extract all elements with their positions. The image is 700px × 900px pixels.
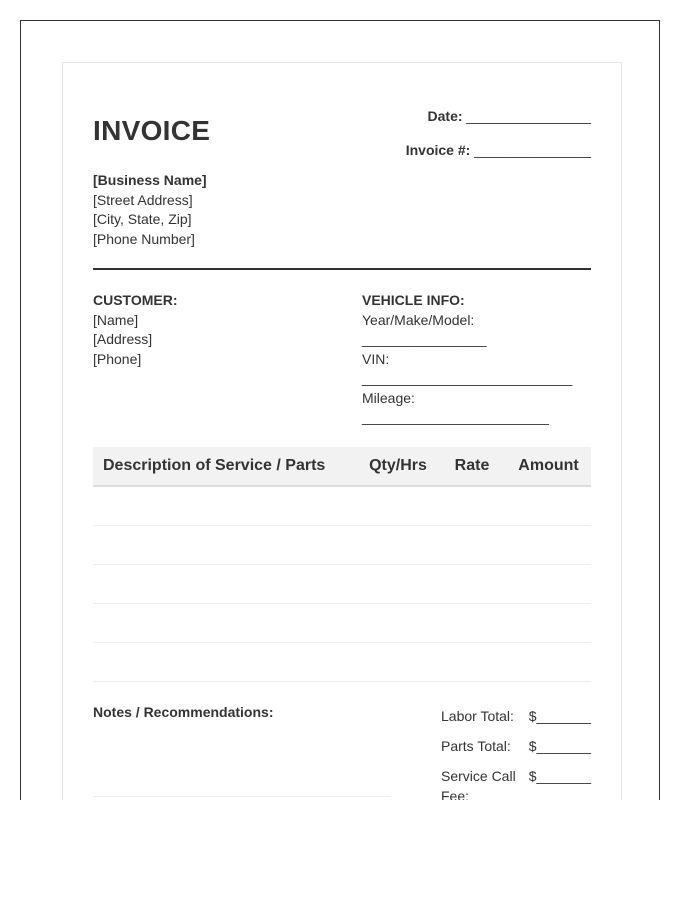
service-fee-row xyxy=(441,766,591,800)
column-header-amount: Amount xyxy=(518,457,579,474)
table-row[interactable] xyxy=(93,643,591,682)
invoice-title: INVOICE xyxy=(93,115,211,146)
labor-total-value[interactable]: $_______ xyxy=(528,708,591,724)
business-phone: [Phone Number] xyxy=(93,230,195,247)
parts-total-label: Parts Total: xyxy=(441,738,511,754)
customer-phone[interactable]: [Phone] xyxy=(93,350,142,367)
header-divider xyxy=(93,268,591,270)
table-row[interactable] xyxy=(93,604,591,643)
vehicle-mileage-blank[interactable]: ________________________ xyxy=(362,409,549,425)
customer-address[interactable]: [Address] xyxy=(93,331,153,347)
totals-section xyxy=(441,706,591,800)
parts-total-value[interactable]: $_______ xyxy=(528,738,591,754)
invoice-sheet xyxy=(62,62,622,800)
column-header-description: Description of Service / Parts xyxy=(103,457,326,474)
vehicle-vin-label: VIN: xyxy=(362,350,390,367)
customer-section xyxy=(93,291,178,369)
customer-heading: CUSTOMER: xyxy=(93,292,178,308)
invoice-number-field[interactable] xyxy=(406,142,591,158)
vehicle-ymm-label: Year/Make/Model: xyxy=(362,311,475,328)
table-row[interactable] xyxy=(93,526,591,565)
business-street: [Street Address] xyxy=(93,191,193,208)
invoice-number-label: Invoice #: xyxy=(405,142,471,158)
table-body xyxy=(93,487,591,682)
table-row[interactable] xyxy=(93,487,591,526)
vehicle-heading: VEHICLE INFO: xyxy=(362,292,465,308)
column-header-qty: Qty/Hrs xyxy=(369,457,427,474)
column-header-rate: Rate xyxy=(454,457,490,474)
table-header xyxy=(93,447,591,487)
vehicle-vin-blank[interactable]: ___________________________ xyxy=(362,370,573,386)
service-table xyxy=(93,447,591,682)
notes-label: Notes / Recommendations: xyxy=(93,704,274,720)
labor-total-label: Labor Total: xyxy=(441,708,514,724)
table-row[interactable] xyxy=(93,565,591,604)
vehicle-ymm-blank[interactable]: ________________ xyxy=(362,331,487,347)
business-info xyxy=(93,171,207,249)
business-name: [Business Name] xyxy=(93,172,207,188)
business-city: [City, State, Zip] xyxy=(93,211,192,227)
labor-total-row xyxy=(441,706,591,726)
parts-total-row xyxy=(441,736,591,756)
service-fee-value[interactable]: $_______ xyxy=(528,768,591,784)
vehicle-mileage-label: Mileage: xyxy=(362,389,415,406)
customer-name[interactable]: [Name] xyxy=(93,311,139,328)
page-frame xyxy=(20,20,660,800)
notes-line[interactable] xyxy=(93,796,391,797)
vehicle-section xyxy=(362,291,572,428)
date-field[interactable] xyxy=(428,108,591,124)
invoice-number-blank: _______________ xyxy=(474,142,591,158)
date-label: Date: xyxy=(427,108,463,124)
service-fee-label: Service Call Fee: xyxy=(441,768,516,800)
date-blank: ________________ xyxy=(466,108,591,124)
